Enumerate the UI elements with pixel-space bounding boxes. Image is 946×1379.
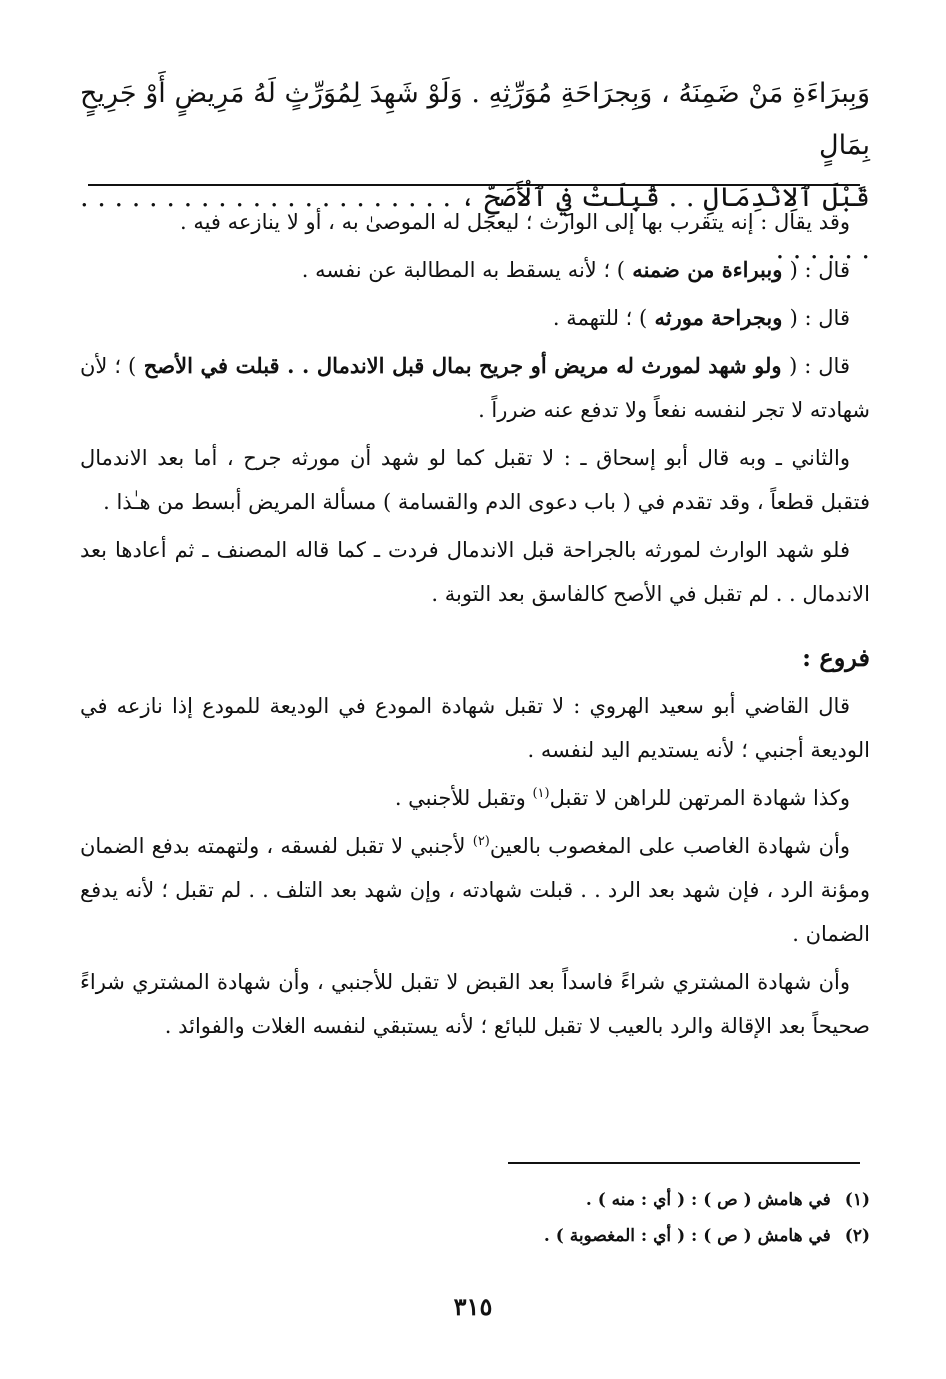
commentary-paragraph xyxy=(80,296,870,340)
footnote-ref: (١) xyxy=(532,786,550,801)
commentary-text-run: وكذا شهادة المرتهن للراهن لا تقبل xyxy=(549,786,850,810)
footnote-text: في هامش ( ص ) : ( أي : منه ) . xyxy=(585,1190,831,1210)
commentary-paragraph xyxy=(80,344,870,432)
commentary-text-run: ) ؛ لأن شهادته لا تجر لنفسه نفعاً ولا تدفع عنه ضرراً . xyxy=(80,354,870,422)
commentary-paragraph: وأن شهادة المشتري شراءً فاسداً بعد القبض لا تقبل للأجنبي ، وأن شهادة المشتري شراءً صحيحاً بعد الإقالة والرد بالعيب لا تقبل للبائع ؛ لأنه يستبقي لنفسه الغلات والفوائد . xyxy=(80,970,870,1038)
commentary-paragraph: والثاني ـ وبه قال أبو إسحاق ـ : لا تقبل كما لو شهد أن مورثه جرح ، أما بعد الاندمال فتقبل قطعاً ، وقد تقدم في ( باب دعوى الدم والقسامة ) مسألة المريض أبسط من هـٰذا . xyxy=(80,446,870,514)
matn-line-1: وَبِبرَاءَةِ مَنْ ضَمِنَهُ ، وَبِجرَاحَةِ مُوَرِّثِهِ . وَلَوْ شَهِدَ لِمُوَرِّثٍ لَهُ مَرِيضٍ أَوْ جَرِيحٍ بِمَالٍ xyxy=(80,78,870,161)
page-number: ٣١٥ xyxy=(453,1292,493,1321)
quoted-matn: وبجراحة مورثه xyxy=(647,305,790,330)
commentary-paragraph xyxy=(80,248,870,292)
footnote-ref: (٢) xyxy=(472,834,490,849)
quote-intro: قال : ( xyxy=(789,258,850,282)
quote-intro: قال : ( xyxy=(789,354,850,378)
commentary-text-run: وأن شهادة الغاصب على المغصوب بالعين xyxy=(489,834,850,858)
commentary-text-run: لأجنبي لا تقبل لفسقه ، ولتهمته بدفع الضمان ومؤنة الرد ، فإن شهد بعد الرد . . قبلت شهادته ، وإن شهد بعد التلف . . لم تقبل ؛ لأنه يدفع الضمان . xyxy=(80,834,870,946)
commentary-text-run: وتقبل للأجنبي . xyxy=(394,786,533,810)
commentary-paragraph: قال القاضي أبو سعيد الهروي : لا تقبل شهادة المودع في الوديعة للمودع إذا نازعه في الوديعة أجنبي ؛ لأنه يستديم اليد لنفسه . xyxy=(80,694,870,762)
commentary-paragraph xyxy=(80,820,870,956)
quoted-matn: ولو شهد لمورث له مريض أو جريح بمال قبل الاندمال . . قبلت في الأصح xyxy=(136,353,790,378)
quoted-matn: وببراءة من ضمنه xyxy=(625,257,790,282)
commentary-text-run: ) ؛ لأنه يسقط به المطالبة عن نفسه . xyxy=(301,258,625,282)
footnotes xyxy=(80,1182,870,1254)
footnote-number: (٢) xyxy=(844,1226,870,1246)
footnote-divider xyxy=(508,1162,860,1164)
footnote-text: في هامش ( ص ) : ( أي : المغصوبة ) . xyxy=(543,1226,831,1246)
footnote-number: (١) xyxy=(844,1190,870,1210)
quote-intro: قال : ( xyxy=(789,306,850,330)
commentary-text-run: ) ؛ للتهمة . xyxy=(552,306,648,330)
section-heading: فروع : xyxy=(802,643,870,672)
footnote-item xyxy=(80,1182,870,1218)
footnote-item xyxy=(80,1218,870,1254)
commentary-paragraph: وقد يقال : إنه يتقرب بها إلى الوارث ؛ ليعجل له الموصىٰ به ، أو لا ينازعه فيه . xyxy=(179,210,850,234)
matn-line-2: قَبْلَ ٱلِانْدِمَالِ . . قُبِلَتْ فِي ٱلْأَصَحِّ ، . . . . . . . . . . . . . . . . . . . . . . . . . . . . xyxy=(80,182,870,265)
commentary-paragraph: فلو شهد الوارث لمورثه بالجراحة قبل الاندمال فردت ـ كما قاله المصنف ـ ثم أعادها بعد الاندمال . . لم تقبل في الأصح كالفاسق بعد التوبة . xyxy=(80,538,870,606)
commentary-paragraph xyxy=(80,772,870,820)
matn-divider xyxy=(88,184,860,186)
commentary-text xyxy=(80,200,870,1052)
